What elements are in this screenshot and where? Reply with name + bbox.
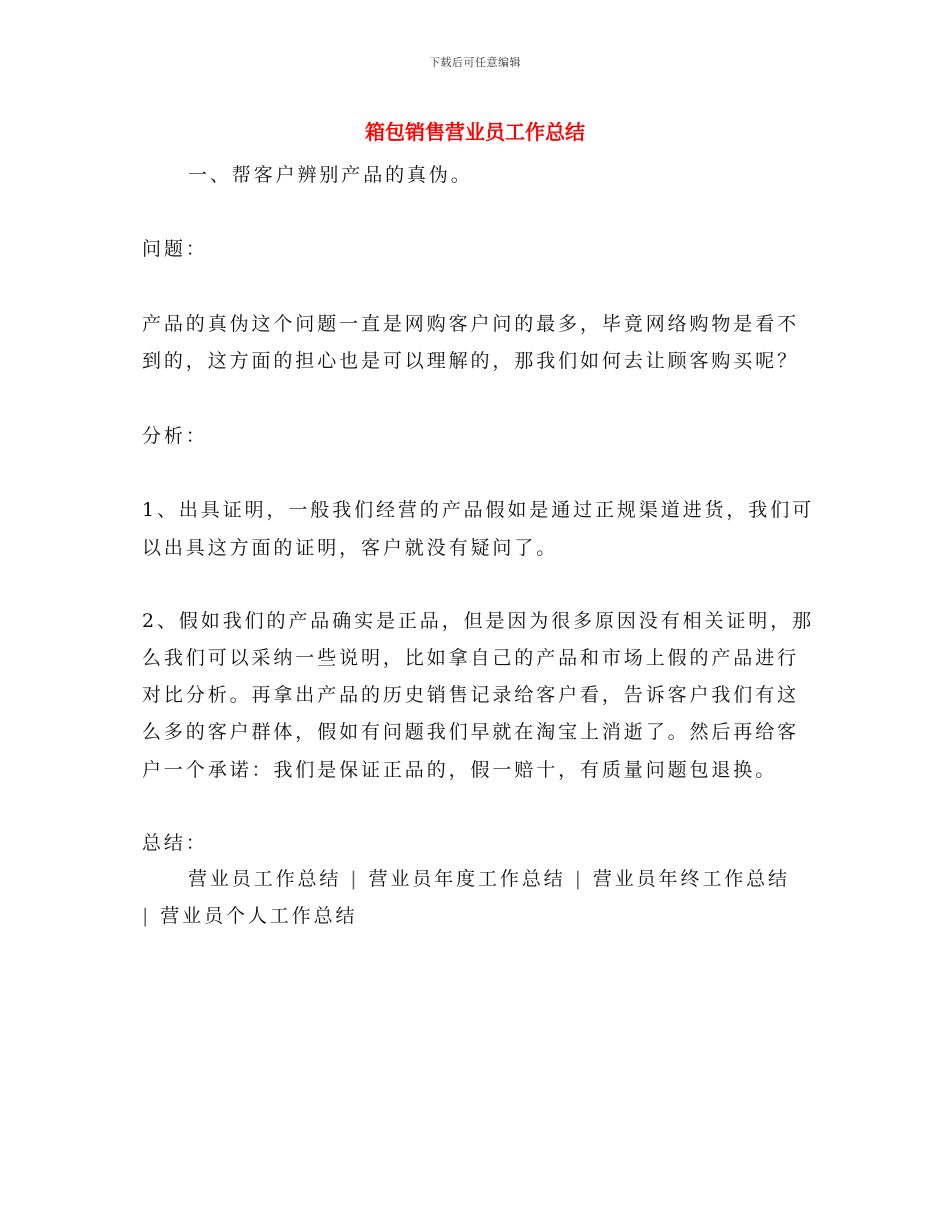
question-paragraph-line: 产品的真伪这个问题一直是网购客户问的最多，毕竟网络购物是看不 bbox=[142, 313, 800, 335]
summary-label: 总结： bbox=[142, 832, 208, 854]
question-label: 问题： bbox=[142, 238, 208, 260]
section-heading: 一、帮客户辨别产品的真伪。 bbox=[188, 164, 473, 186]
point2-paragraph-line: 么多的客户群体，假如有问题我们早就在淘宝上消逝了。然后再给客 bbox=[142, 721, 800, 743]
point2-paragraph-line: 么我们可以采纳一些说明，比如拿自己的产品和市场上假的产品进行 bbox=[142, 647, 800, 669]
related-link[interactable]: 营业员工作总结 bbox=[188, 868, 342, 890]
point2-paragraph-line: 户一个承诺：我们是保证正品的，假一赔十，有质量问题包退换。 bbox=[142, 759, 778, 781]
link-separator: | bbox=[350, 868, 360, 890]
related-links-row bbox=[142, 903, 357, 929]
header-note: 下载后可任意编辑 bbox=[429, 56, 521, 69]
point2-paragraph-line: 2、假如我们的产品确实是正品，但是因为很多原因没有相关证明，那 bbox=[142, 610, 814, 632]
related-link[interactable]: 营业员年度工作总结 bbox=[368, 868, 566, 890]
link-separator: | bbox=[574, 868, 584, 890]
related-link[interactable]: 营业员年终工作总结 bbox=[592, 868, 790, 890]
analysis-label: 分析： bbox=[142, 425, 208, 447]
document-title: 箱包销售营业员工作总结 bbox=[365, 120, 585, 144]
question-paragraph-line: 到的，这方面的担心也是可以理解的，那我们如何去让顾客购买呢？ bbox=[142, 350, 800, 372]
point1-paragraph-line: 1、出具证明，一般我们经营的产品假如是通过正规渠道进货，我们可 bbox=[142, 499, 814, 521]
related-link[interactable]: 营业员个人工作总结 bbox=[160, 905, 358, 927]
point1-paragraph-line: 以出具这方面的证明，客户就没有疑问了。 bbox=[142, 537, 559, 559]
related-links-row bbox=[188, 866, 790, 892]
link-separator: | bbox=[142, 905, 152, 927]
point2-paragraph-line: 对比分析。再拿出产品的历史销售记录给客户看，告诉客户我们有这 bbox=[142, 684, 800, 706]
